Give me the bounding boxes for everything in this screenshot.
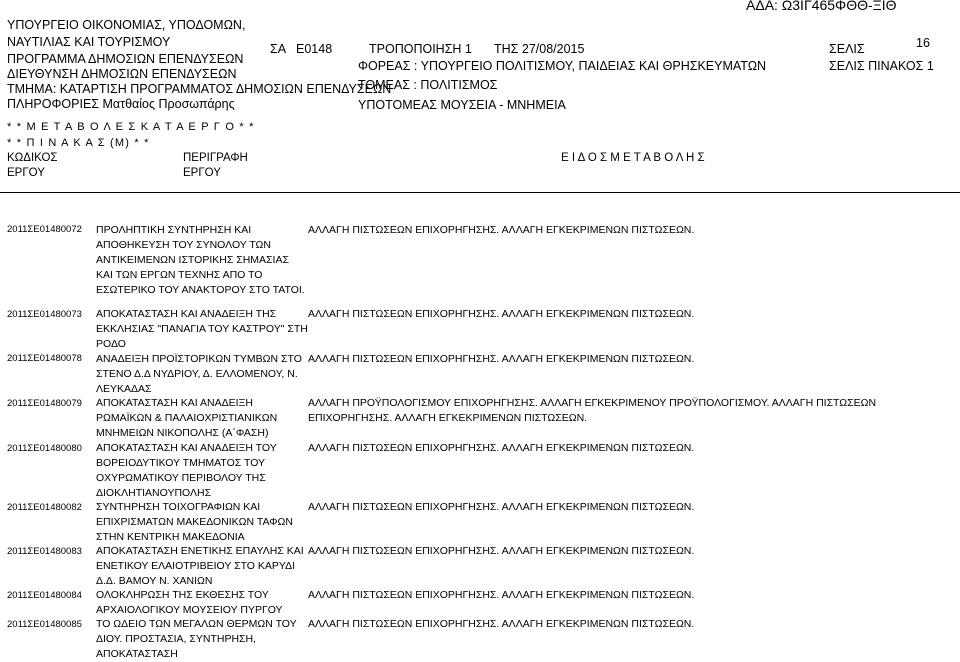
column-code-header-l1: ΚΩΔΙΚΟΣ [7,152,58,164]
row-description: ΠΡΟΛΗΠΤΙΚΗ ΣΥΝΤΗΡΗΣΗ ΚΑΙ ΑΠΟΘΗΚΕΥΣΗ ΤΟΥ ΣΥΝΟΛΟΥ ΤΩΝ ΑΝΤΙΚΕΙΜΕΝΩΝ ΙΣΤΟΡΙΚΗΣ ΣΗΜΑΣΙΑΣ ΚΑΙ ΤΩΝ ΕΡΓΩΝ ΤΕΧΝΗΣ ΑΠΟ ΤΟ ΕΣΩΤΕΡΙΚΟ ΤΟΥ ΑΝΑΚΤΟΡΟΥ ΣΤΟ ΤΑΤΟΙ. [96,224,305,296]
ministry-line-3: ΠΡΟΓΡΑΜΜΑ ΔΗΜΟΣΙΩΝ ΕΠΕΝΔΥΣΕΩΝ [7,52,244,66]
ministry-line-4: ΔΙΕΥΘΥΝΣΗ ΔΗΜΟΣΙΩΝ ΕΠΕΝΔΥΣΕΩΝ [7,67,237,81]
row-code: 2011ΣΕ01480078 [7,353,82,364]
row-change: ΑΛΛΑΓΗ ΠΙΣΤΩΣΕΩΝ ΕΠΙΧΟΡΗΓΗΣΗΣ. ΑΛΛΑΓΗ ΕΓΚΕΚΡΙΜΕΝΩΝ ΠΙΣΤΩΣΕΩΝ. [308,224,695,236]
row-description: ΑΠΟΚΑΤΑΣΤΑΣΗ ΕΝΕΤΙΚΗΣ ΕΠΑΥΛΗΣ ΚΑΙ ΕΝΕΤΙΚΟΥ ΕΛΑΙΟΤΡΙΒΕΙΟΥ ΣΤΟ ΚΑΡΥΔΙ Δ.Δ. ΒΑΜΟΥ Ν. ΧΑΝΙΩΝ [96,545,304,587]
section-subtitle: * * Π Ι Ν Α Κ Α Σ (Μ) * * [7,137,150,149]
column-change-header: Ε Ι Δ Ο Σ Μ Ε Τ Α Β Ο Λ Η Σ [561,152,705,164]
row-code: 2011ΣΕ01480079 [7,398,82,409]
row-description: ΑΝΑΔΕΙΞΗ ΠΡΟΪΣΤΟΡΙΚΩΝ ΤΥΜΒΩΝ ΣΤΟ ΣΤΕΝΟ Δ.Δ ΝΥΔΡΙΟΥ, Δ. ΕΛΛΟΜΕΝΟΥ, Ν. ΛΕΥΚΑΔΑΣ [96,353,302,395]
page-label: ΣΕΛΙΣ [829,42,865,56]
sa-label: ΣΑ [270,42,287,56]
row-change: ΑΛΛΑΓΗ ΠΡΟΫΠΟΛΟΓΙΣΜΟΥ ΕΠΙΧΟΡΗΓΗΣΗΣ. ΑΛΛΑΓΗ ΕΓΚΕΚΡΙΜΕΝΟΥ ΠΡΟΫΠΟΛΟΓΙΣΜΟΥ. ΑΛΛΑΓΗ ΠΙΣΤΩΣΕΩΝ ΕΠΙΧΟΡΗΓΗΣΗΣ. ΑΛΛΑΓΗ ΕΓΚΕΚΡΙΜΕΝΩΝ ΠΙΣΤΩΣΕΩΝ. [308,397,877,424]
table-page: ΣΕΛΙΣ ΠΙΝΑΚΟΣ 1 [829,59,934,73]
header-divider [0,192,960,193]
section-title: * * Μ Ε Τ Α Β Ο Λ Ε Σ Κ Α Τ Α Ε Ρ Γ Ο * * [7,121,255,133]
modification-number: ΤΡΟΠΟΠΟΙΗΣΗ 1 [369,42,472,56]
row-description: ΤΟ ΩΔΕΙΟ ΤΩΝ ΜΕΓΑΛΩΝ ΘΕΡΜΩΝ ΤΟΥ ΔΙΟΥ. ΠΡΟΣΤΑΣΙΑ, ΣΥΝΤΗΡΗΣΗ, ΑΠΟΚΑΤΑΣΤΑΣΗ [96,618,297,660]
ypotomeas: ΥΠΟΤΟΜΕΑΣ ΜΟΥΣΕΙΑ - ΜΝΗΜΕΙΑ [358,98,566,112]
row-change: ΑΛΛΑΓΗ ΠΙΣΤΩΣΕΩΝ ΕΠΙΧΟΡΗΓΗΣΗΣ. ΑΛΛΑΓΗ ΕΓΚΕΚΡΙΜΕΝΩΝ ΠΙΣΤΩΣΕΩΝ. [308,353,695,365]
ministry-line-6: ΠΛΗΡΟΦΟΡΙΕΣ Ματθαίος Προσωπάρης [7,97,235,111]
ada-identifier: ΑΔΑ: Ω3ΙΓ465ΦΘΘ-ΞΙΘ [746,0,897,13]
row-description: ΣΥΝΤΗΡΗΣΗ ΤΟΙΧΟΓΡΑΦΙΩΝ ΚΑΙ ΕΠΙΧΡΙΣΜΑΤΩΝ ΜΑΚΕΔΟΝΙΚΩΝ ΤΑΦΩΝ ΣΤΗΝ ΚΕΝΤΡΙΚΗ ΜΑΚΕΔΟΝΙΑ [96,501,293,543]
row-change: ΑΛΛΑΓΗ ΠΙΣΤΩΣΕΩΝ ΕΠΙΧΟΡΗΓΗΣΗΣ. ΑΛΛΑΓΗ ΕΓΚΕΚΡΙΜΕΝΩΝ ΠΙΣΤΩΣΕΩΝ. [308,618,695,630]
row-change: ΑΛΛΑΓΗ ΠΙΣΤΩΣΕΩΝ ΕΠΙΧΟΡΗΓΗΣΗΣ. ΑΛΛΑΓΗ ΕΓΚΕΚΡΙΜΕΝΩΝ ΠΙΣΤΩΣΕΩΝ. [308,589,695,601]
ministry-line-2: ΝΑΥΤΙΛΙΑΣ ΚΑΙ ΤΟΥΡΙΣΜΟΥ [7,35,171,49]
row-code: 2011ΣΕ01480084 [7,590,82,601]
row-description: ΑΠΟΚΑΤΑΣΤΑΣΗ ΚΑΙ ΑΝΑΔΕΙΞΗ ΤΗΣ ΕΚΚΛΗΣΙΑΣ "ΠΑΝΑΓΙΑ ΤΟΥ ΚΑΣΤΡΟΥ" ΣΤΗ ΡΟΔΟ [96,308,308,350]
ministry-line-1: ΥΠΟΥΡΓΕΙΟ ΟΙΚΟΝΟΜΙΑΣ, ΥΠΟΔΟΜΩΝ, [7,18,246,32]
column-desc-header-l2: ΕΡΓΟΥ [183,167,221,179]
foreas: ΦΟΡΕΑΣ : ΥΠΟΥΡΓΕΙΟ ΠΟΛΙΤΙΣΜΟΥ, ΠΑΙΔΕΙΑΣ ΚΑΙ ΘΡΗΣΚΕΥΜΑΤΩΝ [358,59,767,73]
row-change: ΑΛΛΑΓΗ ΠΙΣΤΩΣΕΩΝ ΕΠΙΧΟΡΗΓΗΣΗΣ. ΑΛΛΑΓΗ ΕΓΚΕΚΡΙΜΕΝΩΝ ΠΙΣΤΩΣΕΩΝ. [308,545,695,557]
row-description: ΑΠΟΚΑΤΑΣΤΑΣΗ ΚΑΙ ΑΝΑΔΕΙΞΗ ΡΩΜΑΪΚΩΝ & ΠΑΛΑΙΟΧΡΙΣΤΙΑΝΙΚΩΝ ΜΝΗΜΕΙΩΝ ΝΙΚΟΠΟΛΗΣ (Α΄ΦΑΣΗ) [96,397,278,439]
row-description: ΟΛΟΚΛΗΡΩΣΗ ΤΗΣ ΕΚΘΕΣΗΣ ΤΟΥ ΑΡΧΑΙΟΛΟΓΙΚΟΥ ΜΟΥΣΕΙΟΥ ΠΥΡΓΟΥ [96,589,283,616]
row-change: ΑΛΛΑΓΗ ΠΙΣΤΩΣΕΩΝ ΕΠΙΧΟΡΗΓΗΣΗΣ. ΑΛΛΑΓΗ ΕΓΚΕΚΡΙΜΕΝΩΝ ΠΙΣΤΩΣΕΩΝ. [308,308,695,320]
row-change: ΑΛΛΑΓΗ ΠΙΣΤΩΣΕΩΝ ΕΠΙΧΟΡΗΓΗΣΗΣ. ΑΛΛΑΓΗ ΕΓΚΕΚΡΙΜΕΝΩΝ ΠΙΣΤΩΣΕΩΝ. [308,501,695,513]
modification-date: ΤΗΣ 27/08/2015 [494,42,585,56]
row-code: 2011ΣΕ01480082 [7,502,82,513]
row-code: 2011ΣΕ01480083 [7,546,82,557]
column-desc-header-l1: ΠΕΡΙΓΡΑΦΗ [183,152,248,164]
row-code: 2011ΣΕ01480072 [7,224,82,235]
sa-code: Ε0148 [296,42,333,56]
row-code: 2011ΣΕ01480073 [7,309,82,320]
row-code: 2011ΣΕ01480080 [7,443,82,454]
page-number: 16 [916,36,930,50]
ministry-line-5: ΤΜΗΜΑ: ΚΑΤΑΡΤΙΣΗ ΠΡΟΓΡΑΜΜΑΤΟΣ ΔΗΜΟΣΙΩΝ ΕΠΕΝΔΥΣΕΩΝ [7,82,392,96]
row-code: 2011ΣΕ01480085 [7,619,82,630]
column-code-header-l2: ΕΡΓΟΥ [7,167,45,179]
row-change: ΑΛΛΑΓΗ ΠΙΣΤΩΣΕΩΝ ΕΠΙΧΟΡΗΓΗΣΗΣ. ΑΛΛΑΓΗ ΕΓΚΕΚΡΙΜΕΝΩΝ ΠΙΣΤΩΣΕΩΝ. [308,442,695,454]
row-description: ΑΠΟΚΑΤΑΣΤΑΣΗ ΚΑΙ ΑΝΑΔΕΙΞΗ ΤΟΥ ΒΟΡΕΙΟΔΥΤΙΚΟΥ ΤΜΗΜΑΤΟΣ ΤΟΥ ΟΧΥΡΩΜΑΤΙΚΟΥ ΠΕΡΙΒΟΛΟΥ ΤΗΣ ΔΙΟΚΛΗΤΙΑΝΟΥΠΟΛΗΣ [96,442,277,499]
tomeas: ΤΟΜΕΑΣ : ΠΟΛΙΤΙΣΜΟΣ [358,78,498,92]
